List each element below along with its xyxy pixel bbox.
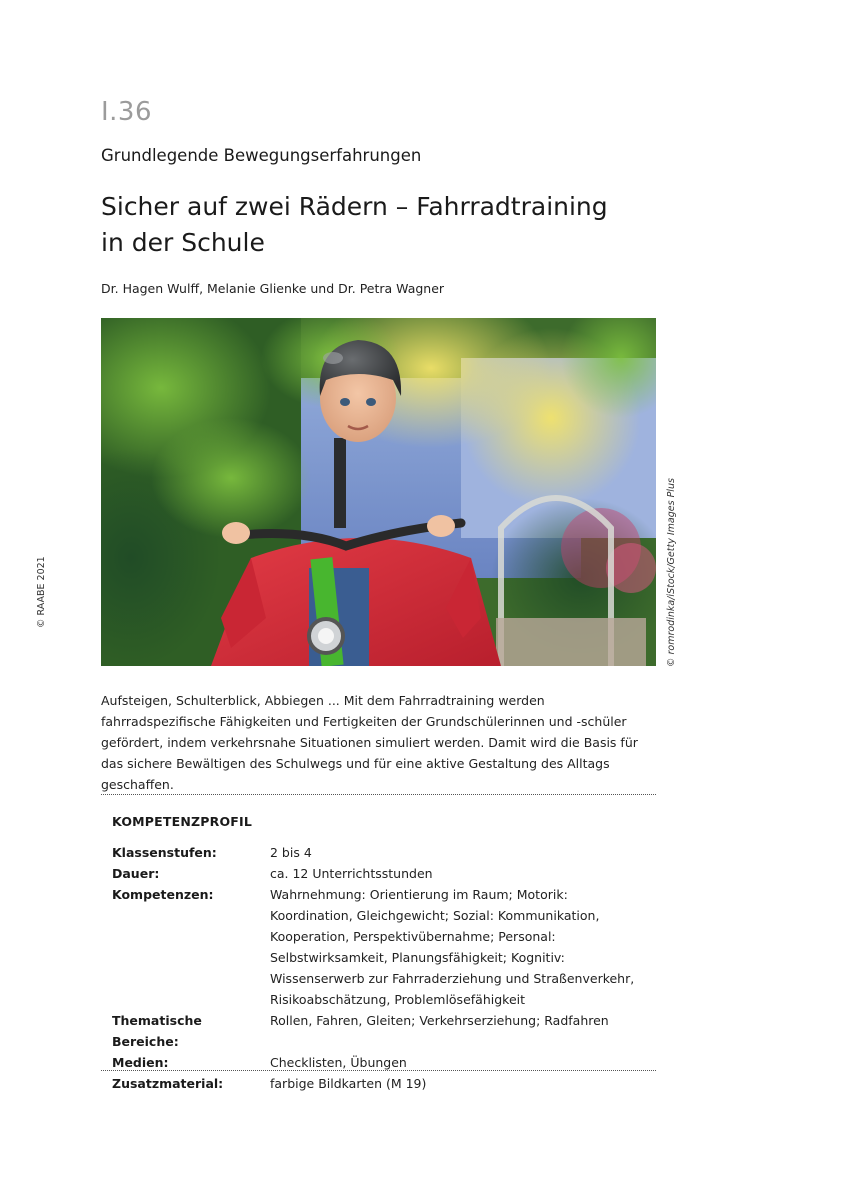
profile-label: Thematische Bereiche:	[112, 1013, 202, 1049]
authors: Dr. Hagen Wulff, Melanie Glienke und Dr. Petra Wagner	[101, 281, 445, 296]
profile-value: 2 bis 4	[270, 845, 312, 860]
profile-label: Klassenstufen:	[112, 845, 217, 860]
profile-row-grades	[112, 842, 652, 863]
profile-label: Zusatzmaterial:	[112, 1076, 224, 1091]
profile-value: Wahrnehmung: Orientierung im Raum; Motorik: Koordination, Gleichgewicht; Sozial: Kommunikation, Kooperation, Perspektivübernahme; Personal: Selbstwirksamkeit, Planungsfähigkeit; Kognitiv: Wissenserwerb zur Fahrraderziehung und Straßenverkehr, Risikoabschätzung, Problemlösefähigkeit	[270, 887, 635, 1007]
section-number: I.36	[101, 97, 153, 127]
profile-row-topics	[112, 1010, 652, 1052]
profile-value: Rollen, Fahren, Gleiten; Verkehrserziehung; Radfahren	[270, 1013, 609, 1028]
intro-paragraph: Aufsteigen, Schulterblick, Abbiegen ... Mit dem Fahrradtraining werden fahrradspezifische Fähigkeiten und Fertigkeiten der Grundschülerinnen und -schüler gefördert, indem verkehrsnahe Situationen simuliert werden. Damit wird die Basis für das sichere Bewältigen des Schulwegs und für eine aktive Gestaltung des Alltags geschaffen.	[101, 693, 638, 792]
profile-value: Checklisten, Übungen	[270, 1055, 407, 1070]
profile-row-duration	[112, 863, 652, 884]
hero-photo	[101, 318, 656, 666]
page-title: Sicher auf zwei Rädern – Fahrradtraining in der Schule	[101, 192, 608, 257]
profile-label: Dauer:	[112, 866, 160, 881]
photo-credit: © romrodinka/iStock/Getty Images Plus	[666, 478, 677, 667]
divider-bottom	[101, 1070, 656, 1071]
profile-row-competences	[112, 884, 652, 1010]
profile-value: ca. 12 Unterrichtsstunden	[270, 866, 433, 881]
category-heading: Grundlegende Bewegungserfahrungen	[101, 146, 422, 165]
profile-label: Kompetenzen:	[112, 887, 214, 902]
profile-row-extra-material	[112, 1073, 652, 1094]
copyright-notice: © RAABE 2021	[36, 556, 47, 628]
competence-profile-table	[112, 842, 652, 1094]
profile-label: Medien:	[112, 1055, 169, 1070]
profile-value: farbige Bildkarten (M 19)	[270, 1076, 427, 1091]
profile-heading: KOMPETENZPROFIL	[112, 814, 253, 829]
divider-top	[101, 794, 656, 795]
